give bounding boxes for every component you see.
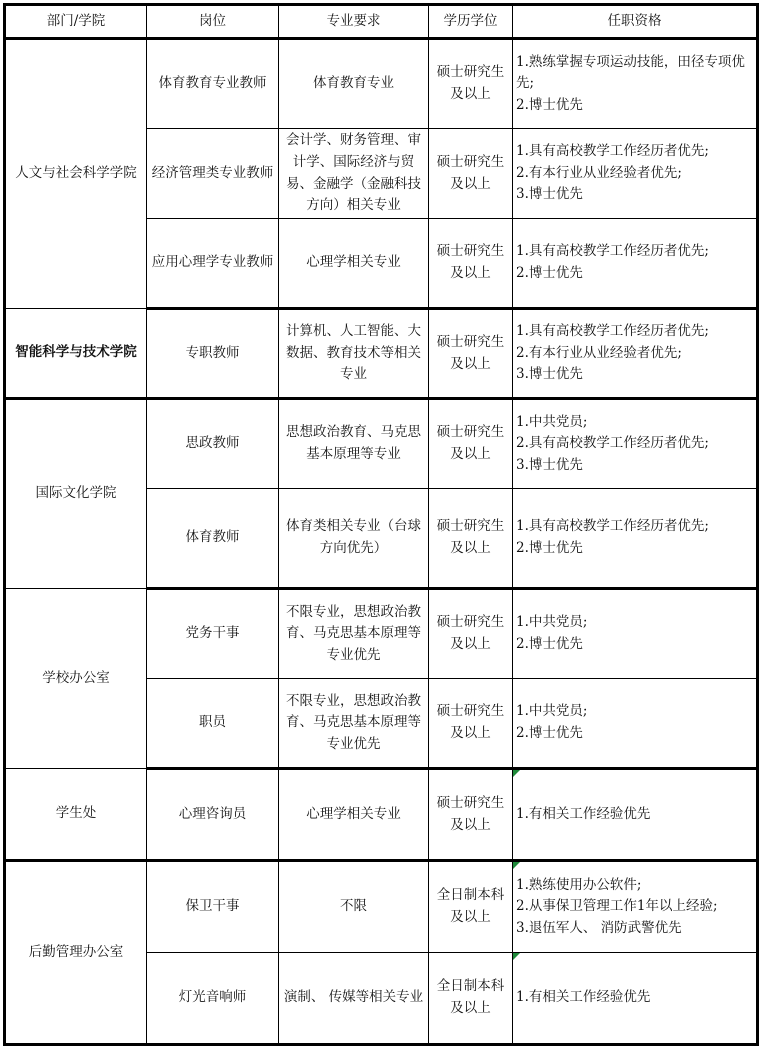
degree-cell: 硕士研究生及以上 (429, 219, 513, 309)
header-degree: 学历学位 (429, 5, 513, 39)
qualification-line: 2.博士优先 (516, 540, 583, 556)
dept-cell: 智能科学与技术学院 (5, 309, 147, 399)
table-row (5, 589, 758, 679)
dept-cell: 学生处 (5, 769, 147, 861)
major-cell: 不限 (279, 861, 429, 953)
position-cell: 职员 (147, 679, 279, 769)
major-cell: 不限专业，思想政治教育、马克思基本原理等专业优先 (279, 679, 429, 769)
qualification-cell (513, 399, 758, 489)
qualification-line: 1.具有高校教学工作经历者优先; (516, 323, 709, 340)
table-row (5, 769, 758, 861)
comment-flag-icon (513, 770, 520, 777)
degree-cell: 硕士研究生及以上 (429, 679, 513, 769)
dept-cell: 人文与社会科学学院 (5, 39, 147, 309)
qualification-line: 2.博士优先 (516, 725, 583, 741)
dept-cell: 学校办公室 (5, 589, 147, 769)
header-qualification: 任职资格 (513, 5, 758, 39)
header-row (5, 5, 758, 39)
qualification-line: 3.退伍军人、 消防武警优先 (516, 919, 682, 936)
qualification-cell (513, 489, 758, 589)
qualification-line: 2.有本行业从业经验者优先; (516, 344, 682, 361)
position-cell: 党务干事 (147, 589, 279, 679)
degree-cell: 硕士研究生及以上 (429, 309, 513, 399)
position-cell: 思政教师 (147, 399, 279, 489)
position-cell: 经济管理类专业教师 (147, 129, 279, 219)
qualification-cell (513, 589, 758, 679)
major-cell: 会计学、财务管理、审计学、国际经济与贸易、金融学（金融科技方向）相关专业 (279, 129, 429, 219)
degree-cell: 硕士研究生及以上 (429, 399, 513, 489)
major-cell: 演制、 传媒等相关专业 (279, 953, 429, 1045)
major-cell: 思想政治教育、马克思基本原理等专业 (279, 399, 429, 489)
qualification-line: 1.中共党员; (516, 614, 588, 631)
table-row (5, 309, 758, 399)
degree-cell: 硕士研究生及以上 (429, 489, 513, 589)
comment-flag-icon (513, 862, 520, 869)
position-cell: 体育教师 (147, 489, 279, 589)
dept-cell: 国际文化学院 (5, 399, 147, 589)
comment-flag-icon (513, 953, 520, 960)
qualification-line: 2.具有高校教学工作经历者优先; (516, 435, 709, 452)
qualification-line: 2.博士优先 (516, 636, 583, 652)
position-cell: 灯光音响师 (147, 953, 279, 1045)
position-cell: 体育教育专业教师 (147, 39, 279, 129)
major-cell: 心理学相关专业 (279, 219, 429, 309)
qualification-line: 2.有本行业从业经验者优先; (516, 164, 682, 181)
major-cell: 计算机、人工智能、大数据、教育技术等相关专业 (279, 309, 429, 399)
qualification-line: 1.具有高校教学工作经历者优先; (516, 518, 709, 535)
major-cell: 心理学相关专业 (279, 769, 429, 861)
qualification-line: 1.中共党员; (516, 413, 588, 430)
table-row (5, 399, 758, 489)
degree-cell: 全日制本科及以上 (429, 953, 513, 1045)
degree-cell: 硕士研究生及以上 (429, 769, 513, 861)
header-dept: 部门/学院 (5, 5, 147, 39)
header-position: 岗位 (147, 5, 279, 39)
qualification-line: 2.博士优先 (516, 265, 583, 281)
qualification-cell (513, 309, 758, 399)
header-major: 专业要求 (279, 5, 429, 39)
qualification-line: 1.具有高校教学工作经历者优先; (516, 143, 709, 160)
position-cell: 专职教师 (147, 309, 279, 399)
qualification-line: 1.具有高校教学工作经历者优先; (516, 243, 709, 260)
dept-cell: 后勤管理办公室 (5, 861, 147, 1045)
degree-cell: 硕士研究生及以上 (429, 129, 513, 219)
qualification-cell (513, 129, 758, 219)
qualification-line: 1.有相关工作经验优先 (516, 989, 651, 1006)
degree-cell: 硕士研究生及以上 (429, 589, 513, 679)
qualification-cell (513, 769, 758, 861)
qualification-line: 1.有相关工作经验优先 (516, 805, 651, 822)
qualification-cell (513, 679, 758, 769)
qualification-line: 1.中共党员; (516, 703, 588, 720)
recruitment-table (3, 3, 759, 1046)
qualification-line: 1.熟练掌握专项运动技能，田径专项优先; (516, 53, 745, 92)
position-cell: 心理咨询员 (147, 769, 279, 861)
table-row (5, 39, 758, 129)
major-cell: 体育教育专业 (279, 39, 429, 129)
qualification-cell (513, 39, 758, 129)
qualification-line: 3.博士优先 (516, 186, 583, 203)
qualification-line: 3.博士优先 (516, 456, 583, 473)
qualification-cell (513, 861, 758, 953)
degree-cell: 全日制本科及以上 (429, 861, 513, 953)
major-cell: 体育类相关专业（台球方向优先） (279, 489, 429, 589)
table-row (5, 861, 758, 953)
position-cell: 应用心理学专业教师 (147, 219, 279, 309)
position-cell: 保卫干事 (147, 861, 279, 953)
qualification-cell (513, 953, 758, 1045)
qualification-cell (513, 219, 758, 309)
qualification-line: 1.熟练使用办公软件; (516, 876, 642, 893)
qualification-line: 3.博士优先 (516, 366, 583, 383)
major-cell: 不限专业，思想政治教育、马克思基本原理等专业优先 (279, 589, 429, 679)
degree-cell: 硕士研究生及以上 (429, 39, 513, 129)
qualification-line: 2.博士优先 (516, 96, 583, 113)
qualification-line: 2.从事保卫管理工作1年以上经验; (516, 898, 718, 915)
